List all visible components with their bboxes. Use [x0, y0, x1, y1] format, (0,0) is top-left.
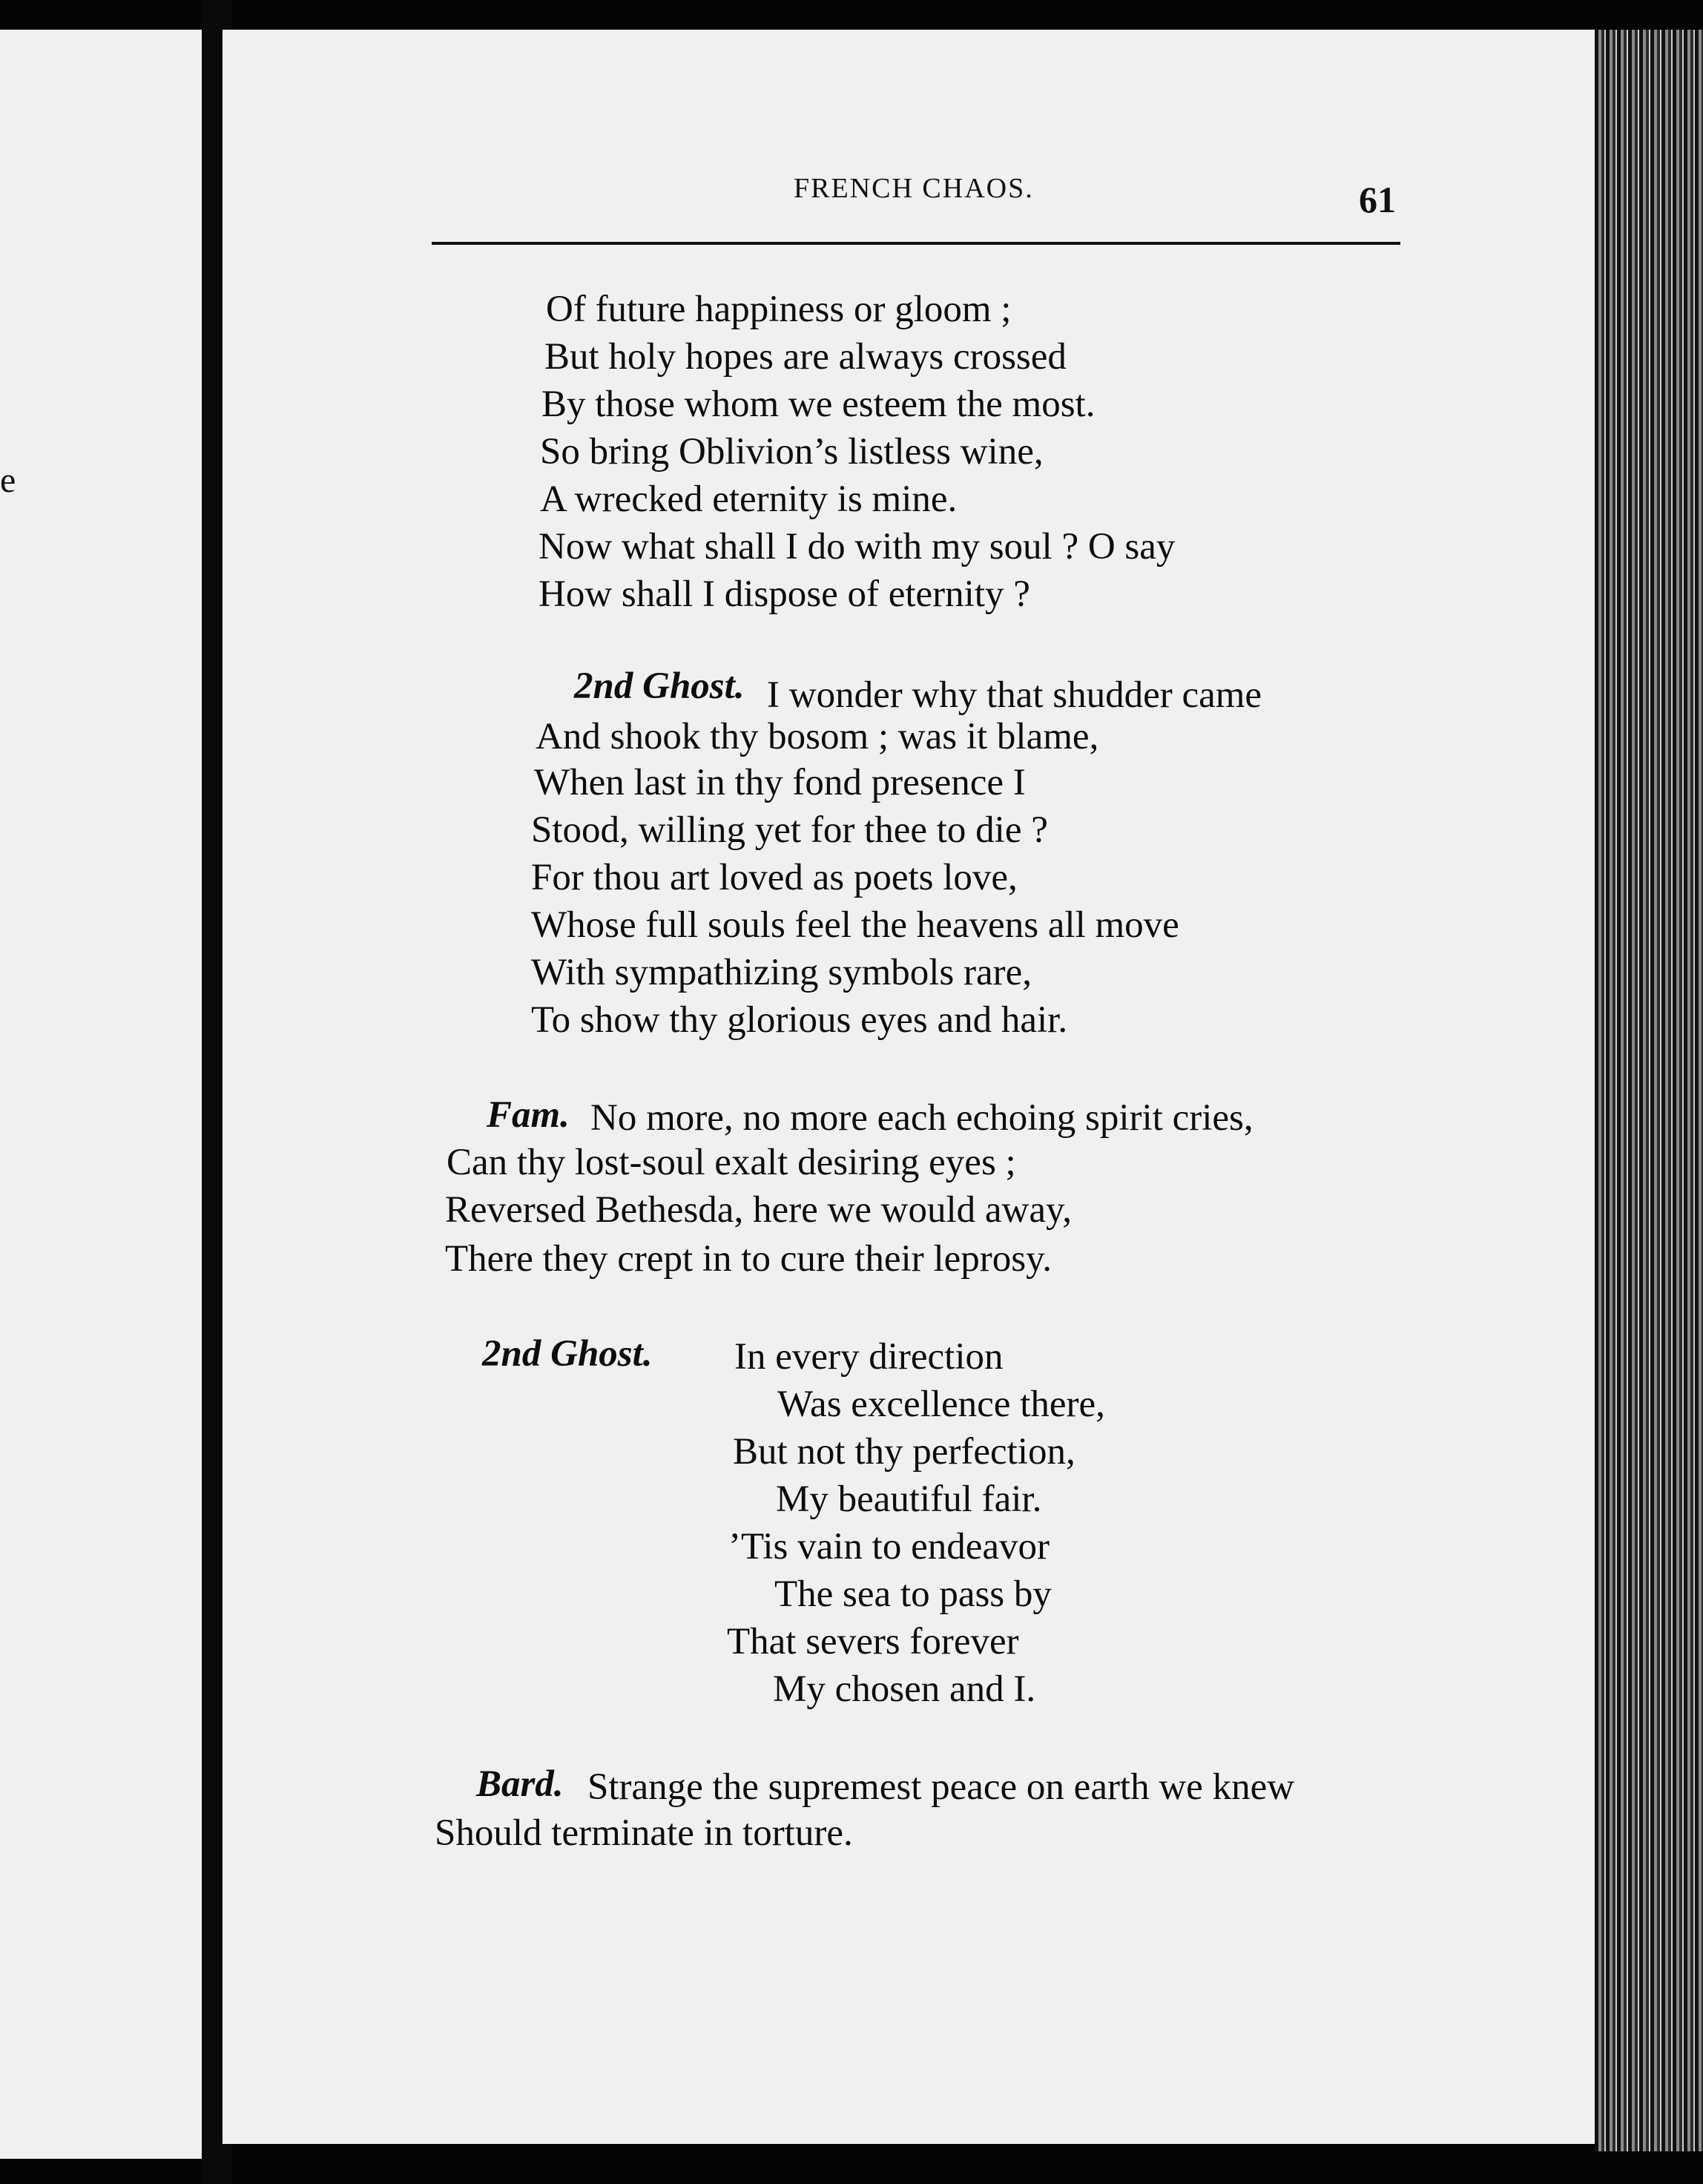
page-number: 61 — [1359, 179, 1396, 220]
poem-line: When last in thy fond presence I — [534, 762, 1026, 803]
poem-line: That severs forever — [727, 1621, 1019, 1662]
speaker-label: Bard. — [476, 1763, 564, 1805]
page-edges — [1595, 30, 1703, 2151]
poem-line: Stood, willing yet for thee to die ? — [531, 809, 1048, 851]
poem-line: To show thy glorious eyes and hair. — [531, 999, 1068, 1041]
poem-line: My chosen and I. — [773, 1668, 1036, 1710]
poem-line: Reversed Bethesda, here we would away, — [445, 1189, 1072, 1231]
poem-line: With sympathizing symbols rare, — [531, 952, 1032, 993]
poem-line: Can thy lost-soul exalt desiring eyes ; — [447, 1142, 1016, 1183]
poem-line: And shook thy bosom ; was it blame, — [536, 716, 1099, 757]
poem-line: A wrecked eternity is mine. — [540, 478, 958, 520]
poem-line: Of future happiness or gloom ; — [546, 289, 1012, 330]
poem-line: Should terminate in torture. — [435, 1812, 853, 1854]
poem-line: But not thy perfection, — [733, 1431, 1076, 1473]
header-rule — [432, 242, 1400, 245]
poem-line: Was excellence there, — [777, 1384, 1105, 1425]
poem-line: ’Tis vain to endeavor — [728, 1526, 1050, 1568]
poem-line: Now what shall I do with my soul ? O say — [538, 526, 1176, 568]
poem-line: There they crept in to cure their leprosy. — [445, 1238, 1053, 1280]
poem-line: The sea to pass by — [774, 1573, 1052, 1615]
poem-line: Strange the supremest peace on earth we knew — [587, 1766, 1295, 1808]
speaker-label: 2nd Ghost. — [574, 665, 745, 707]
poem-line: Whose full souls feel the heavens all move — [531, 904, 1179, 946]
left-page — [0, 30, 202, 2159]
poem-line: My beautiful fair. — [776, 1479, 1042, 1520]
poem-line: By those whom we esteem the most. — [541, 384, 1096, 425]
speaker-label: 2nd Ghost. — [482, 1333, 653, 1375]
running-title: FRENCH CHAOS. — [794, 173, 1034, 204]
poem-line: No more, no more each echoing spirit cries, — [590, 1097, 1254, 1139]
left-page-fragment: e — [0, 461, 16, 500]
poem-line: But holy hopes are always crossed — [544, 336, 1067, 378]
speaker-label: Fam. — [487, 1094, 570, 1136]
poem-line: I wonder why that shudder came — [767, 674, 1262, 716]
poem-line: So bring Oblivion’s listless wine, — [540, 431, 1044, 473]
poem-line: For thou art loved as poets love, — [531, 857, 1018, 898]
poem-line: How shall I dispose of eternity ? — [538, 573, 1030, 615]
poem-line: In every direction — [734, 1336, 1004, 1378]
